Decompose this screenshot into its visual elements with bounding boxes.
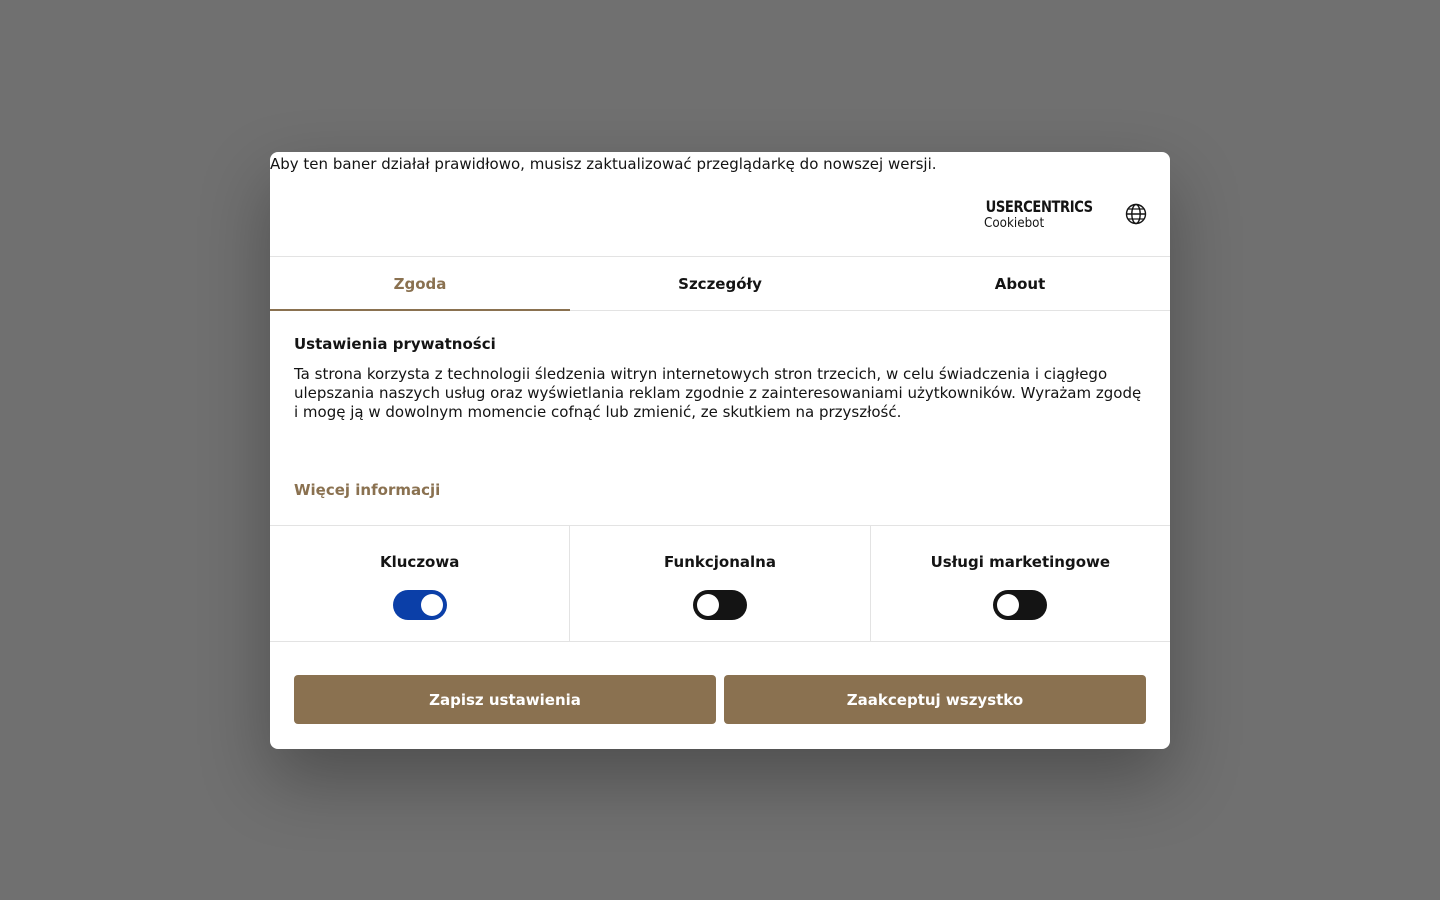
toggle-knob xyxy=(697,594,719,616)
consent-content xyxy=(294,335,1146,422)
tab-about[interactable]: About xyxy=(994,274,1046,293)
consent-actions xyxy=(294,675,1146,724)
consent-tabs xyxy=(270,256,1170,311)
category-label: Usługi marketingowe xyxy=(930,553,1111,571)
tab-zgoda[interactable]: Zgoda xyxy=(270,257,570,310)
category-marketing xyxy=(870,526,1170,641)
privacy-description: Ta strona korzysta z technologii śledzenia witryn internetowych stron trzecich, w celu świadczenia i ciągłego ulepszania naszych usług oraz wyświetlania reklam zgodnie z zainteresowaniami użytkowników. Wyrażam zgodę i mogę ją w dowolnym momencie cofnąć lub zmienić, ze skutkiem na przyszłość. xyxy=(294,365,1142,421)
consent-categories xyxy=(270,525,1170,642)
privacy-settings-heading: Ustawienia prywatności xyxy=(294,335,496,353)
tab-szczegoly[interactable]: Szczegóły xyxy=(678,274,762,293)
marketing-toggle[interactable] xyxy=(993,590,1047,620)
category-necessary xyxy=(270,526,569,641)
brand-name: USERCENTRICS xyxy=(985,197,1093,216)
necessary-toggle[interactable] xyxy=(393,590,447,620)
save-settings-button[interactable]: Zapisz ustawienia xyxy=(294,675,716,724)
toggle-knob xyxy=(997,594,1019,616)
more-info-link[interactable]: Więcej informacji xyxy=(294,481,441,499)
brand-subname: Cookiebot xyxy=(984,216,1045,231)
cookie-consent-dialog xyxy=(270,152,1170,749)
toggle-knob xyxy=(421,594,443,616)
accept-all-button[interactable]: Zaakceptuj wszystko xyxy=(724,675,1146,724)
category-label: Kluczowa xyxy=(379,553,460,571)
category-functional xyxy=(569,526,869,641)
category-label: Funkcjonalna xyxy=(664,553,776,571)
browser-warning-text: Aby ten baner działał prawidłowo, musisz zaktualizować przeglądarkę do nowszej wersji. xyxy=(270,155,937,173)
functional-toggle[interactable] xyxy=(693,590,747,620)
usercentrics-logo xyxy=(984,198,1102,234)
globe-icon[interactable] xyxy=(1125,203,1147,225)
